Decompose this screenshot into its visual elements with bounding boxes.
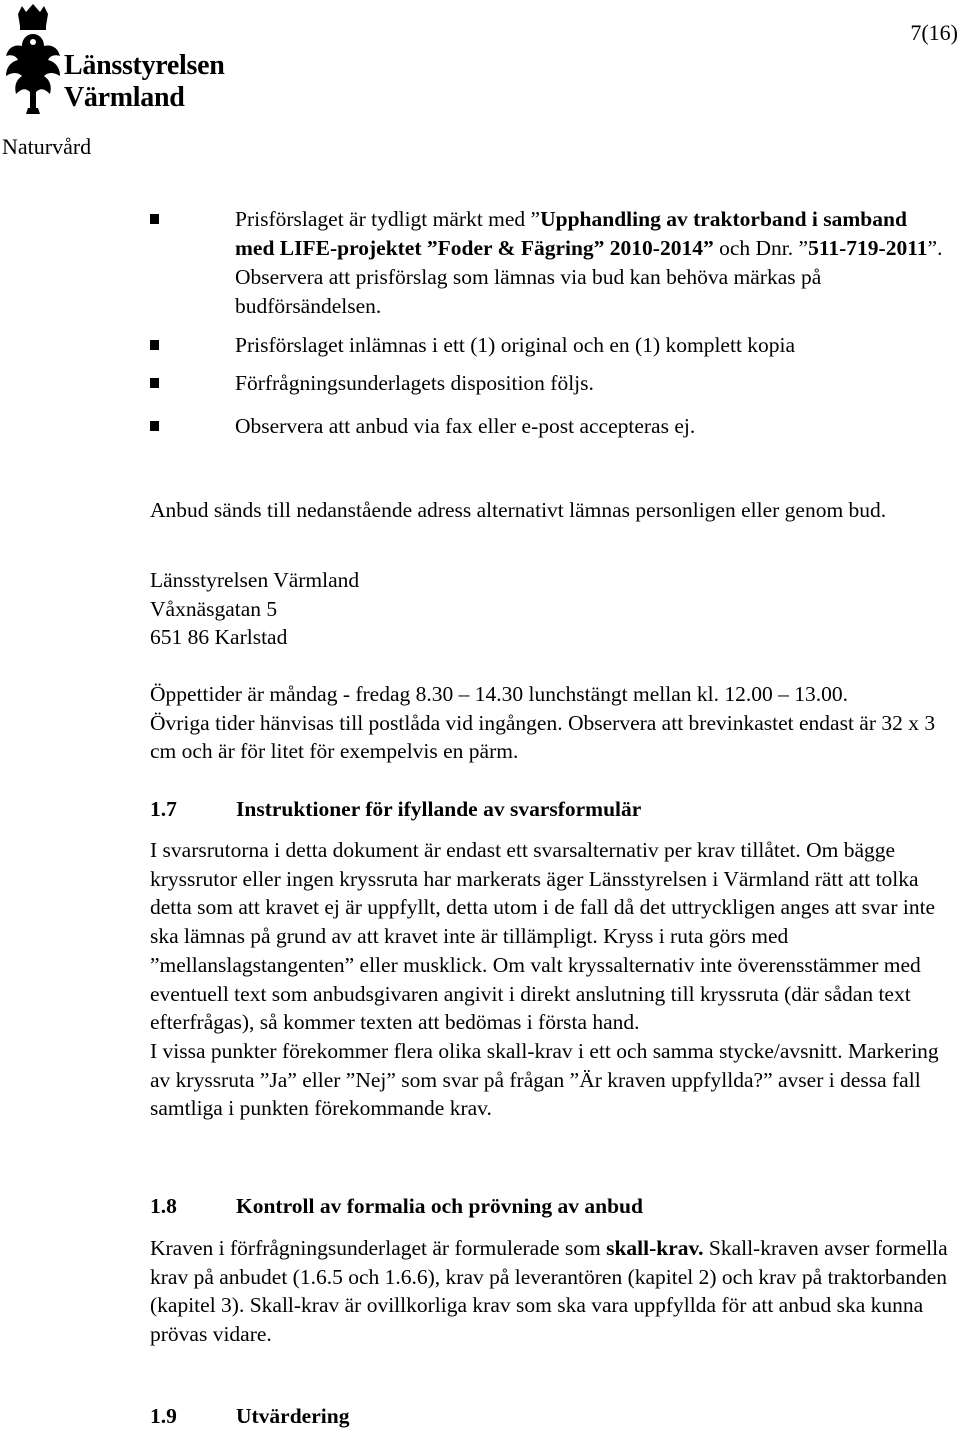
opening-hours (150, 680, 960, 766)
list-item (150, 331, 950, 360)
department-label: Naturvård (2, 134, 92, 159)
address-line: 651 86 Karlstad (150, 625, 288, 650)
org-name (64, 50, 225, 114)
bullet-text: Prisförslaget inlämnas i ett (1) original och en (1) komplett kopia (235, 333, 796, 357)
section-heading-1-8 (150, 1192, 960, 1221)
list-item (150, 369, 950, 398)
org-name-line2: Värmland (64, 82, 185, 113)
hours-note: Övriga tider hänvisas till postlåda vid ingången. Observera att brevinkastet endast är 32 x 3 cm och är för litet för exempelvis en pärm. (150, 710, 936, 764)
section-title: Kontroll av formalia och prövning av anbud (236, 1194, 643, 1218)
requirements-bullet-list (150, 205, 950, 441)
square-bullet-icon (150, 214, 159, 224)
org-name-line1: Länsstyrelsen (64, 50, 225, 81)
delivery-address (150, 566, 960, 652)
section-number: 1.7 (150, 797, 177, 821)
address-line: Våxnäsgatan 5 (150, 596, 278, 621)
bullet-text: Förfrågningsunderlagets disposition följs. (235, 371, 594, 395)
header-logo (4, 4, 224, 116)
section-number: 1.9 (150, 1404, 177, 1428)
square-bullet-icon (150, 340, 159, 350)
page-number: 7(16) (910, 20, 958, 45)
section-1-8-body: Kraven i förfrågningsunderlaget är formulerade som skall-krav. Skall-kraven avser formella krav på anbudet (1.6.5 och 1.6.6), krav på leverantören (kapitel 2) och krav på traktorbanden (kapitel 3). Skall-krav är ovillkorliga krav som ska vara uppfyllda för att anbud ska kunna prövas vidare. (150, 1236, 948, 1347)
section-paragraph: I vissa punkter förekommer flera olika skall-krav i ett och samma stycke/avsnitt. Markering av kryssruta ”Ja” eller ”Nej” som svar på frågan ”Är kraven uppfyllda?” avser i dessa fall samtliga i punkten förekommande krav. (150, 1038, 939, 1121)
hours-line: Öppettider är måndag - fredag 8.30 – 14.30 lunchstängt mellan kl. 12.00 – 13.00. (150, 682, 848, 706)
section-title: Utvärdering (236, 1404, 350, 1428)
square-bullet-icon (150, 378, 159, 388)
section-paragraph: I svarsrutorna i detta dokument är endast ett svarsalternativ per krav tillåtet. Om bägge kryssrutor eller ingen kryssruta har markerats äger Länsstyrelsen i Värmland rätt att tolka detta som att kravet ej är uppfyllt, detta utom i de fall då det uttryckligen anges att svar inte ska lämnas på grund av att kravet inte är tillämpligt. Kryss i ruta görs med ”mellanslagstangenten” eller musklick. Om valt kryssalternativ inte överensstämmer med eventuell text som anbudsgivaren angivit i direkt anslutning till kryssruta (där sådan text efterfrågas), så kommer texten att bedömas i första hand. (150, 838, 936, 1035)
section-1-7-body (150, 836, 960, 1123)
delivery-intro: Anbud sänds till nedanstående adress alternativt lämnas personligen eller genom bud. (150, 498, 887, 522)
list-item (150, 412, 950, 441)
section-heading-1-7 (150, 795, 960, 824)
bullet-text: Observera att anbud via fax eller e-post accepteras ej. (235, 414, 696, 438)
section-title: Instruktioner för ifyllande av svarsformulär (236, 797, 642, 821)
bullet-text: Prisförslaget är tydligt märkt med ”Upphandling av traktorband i samband med LIFE-projektet ”Foder & Fägring” 2010-2014” och Dnr. ”511-719-2011”. Observera att prisförslag som lämnas via bud kan behöva märkas på budförsändelsen. (235, 207, 943, 318)
section-number: 1.8 (150, 1194, 177, 1218)
crowned-lion-coat-of-arms-icon (4, 4, 62, 116)
list-item (150, 205, 950, 321)
square-bullet-icon (150, 421, 159, 431)
section-heading-1-9 (150, 1402, 960, 1431)
address-line: Länsstyrelsen Värmland (150, 568, 360, 592)
